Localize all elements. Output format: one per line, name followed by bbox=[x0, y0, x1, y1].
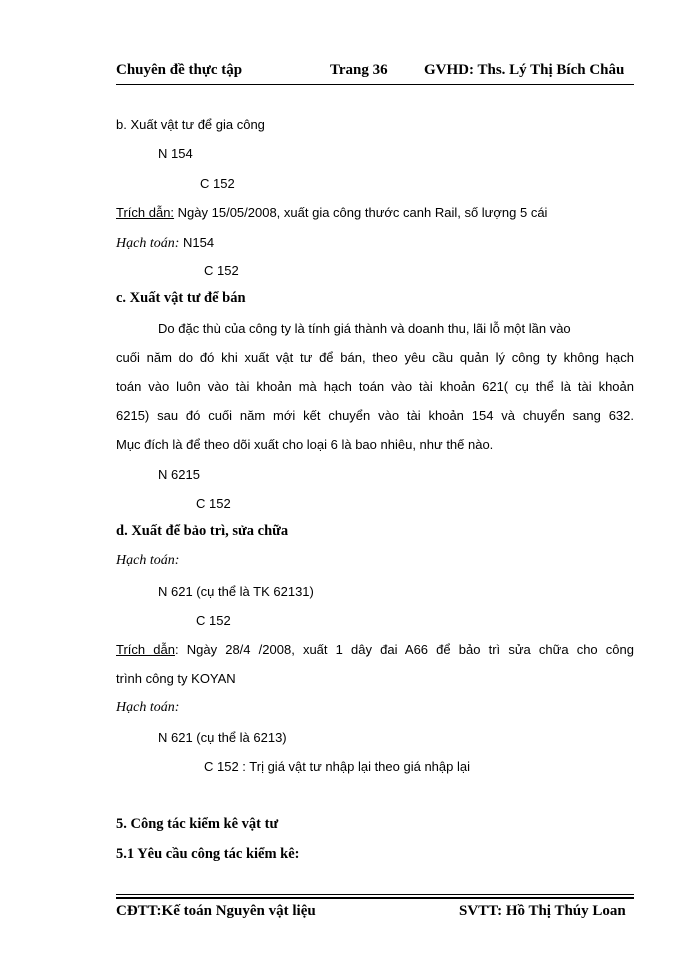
header-page-number: Trang 36 bbox=[330, 62, 388, 78]
footer-right: SVTT: Hồ Thị Thúy Loan bbox=[459, 903, 626, 919]
citation-label: Trích dẫn: bbox=[116, 205, 175, 220]
section-d-accounting-label-1: Hạch toán: bbox=[116, 553, 180, 568]
section-5-heading: 5. Công tác kiểm kê vật tư bbox=[116, 816, 279, 832]
section-b-citation bbox=[116, 205, 547, 220]
header-rule bbox=[116, 84, 634, 85]
citation-text: Ngày 15/05/2008, xuất gia công thước canh Rail, số lượng 5 cái bbox=[174, 205, 548, 220]
section-d-accounting-label-2: Hạch toán: bbox=[116, 700, 180, 715]
section-c-debit: N 6215 bbox=[158, 467, 200, 482]
accounting-debit: N154 bbox=[179, 235, 215, 250]
section-c-para-line-3: toán vào luôn vào tài khoản mà hạch toán vào tài khoản 621( cụ thể là tài khoản bbox=[116, 379, 634, 394]
footer-rule-top bbox=[116, 894, 634, 895]
section-c-para-line-4: 6215) sau đó cuối năm mới kết chuyển vào tài khoản 154 và chuyển sang 632. bbox=[116, 408, 634, 423]
footer-rule-bottom bbox=[116, 897, 634, 899]
section-c-heading: c. Xuất vật tư để bán bbox=[116, 290, 246, 306]
citation-label: Trích dẫn bbox=[116, 642, 175, 657]
section-b-credit: C 152 bbox=[200, 176, 235, 191]
section-c-para-line-1: Do đặc thù của công ty là tính giá thành và doanh thu, lãi lỗ một lần vào bbox=[158, 321, 571, 336]
section-d-debit-1: N 621 (cụ thể là TK 62131) bbox=[158, 584, 314, 599]
footer-left: CĐTT:Kế toán Nguyên vật liệu bbox=[116, 903, 316, 919]
section-d-heading: d. Xuất để bảo trì, sửa chữa bbox=[116, 523, 289, 539]
section-c-credit: C 152 bbox=[196, 496, 231, 511]
section-d-credit-2: C 152 : Trị giá vật tư nhập lại theo giá nhập lại bbox=[204, 759, 470, 774]
section-d-credit-1: C 152 bbox=[196, 613, 231, 628]
section-b-accounting bbox=[116, 234, 214, 252]
section-d-citation-line-1 bbox=[116, 642, 634, 657]
section-5-1-heading: 5.1 Yêu cầu công tác kiểm kê: bbox=[116, 846, 300, 862]
section-c-para-line-5: Mục đích là để theo dõi xuất cho loại 6 là bao nhiêu, như thế nào. bbox=[116, 437, 494, 452]
section-b-accounting-credit: C 152 bbox=[204, 263, 239, 278]
section-b-heading: b. Xuất vật tư để gia công bbox=[116, 117, 265, 132]
section-c-para-line-2: cuối năm do đó khi xuất vật tư để bán, theo yêu cầu quản lý công ty không hạch bbox=[116, 350, 634, 365]
section-d-citation-line-2: trình công ty KOYAN bbox=[116, 671, 236, 686]
citation-text: : Ngày 28/4 /2008, xuất 1 dây đai A66 để bảo trì sửa chữa cho công bbox=[174, 642, 634, 657]
header-right: GVHD: Ths. Lý Thị Bích Châu bbox=[424, 62, 625, 78]
section-d-debit-2: N 621 (cụ thể là 6213) bbox=[158, 730, 287, 745]
accounting-label: Hạch toán: bbox=[116, 236, 180, 251]
header-left: Chuyên đề thực tập bbox=[116, 62, 243, 78]
section-b-debit: N 154 bbox=[158, 146, 193, 161]
